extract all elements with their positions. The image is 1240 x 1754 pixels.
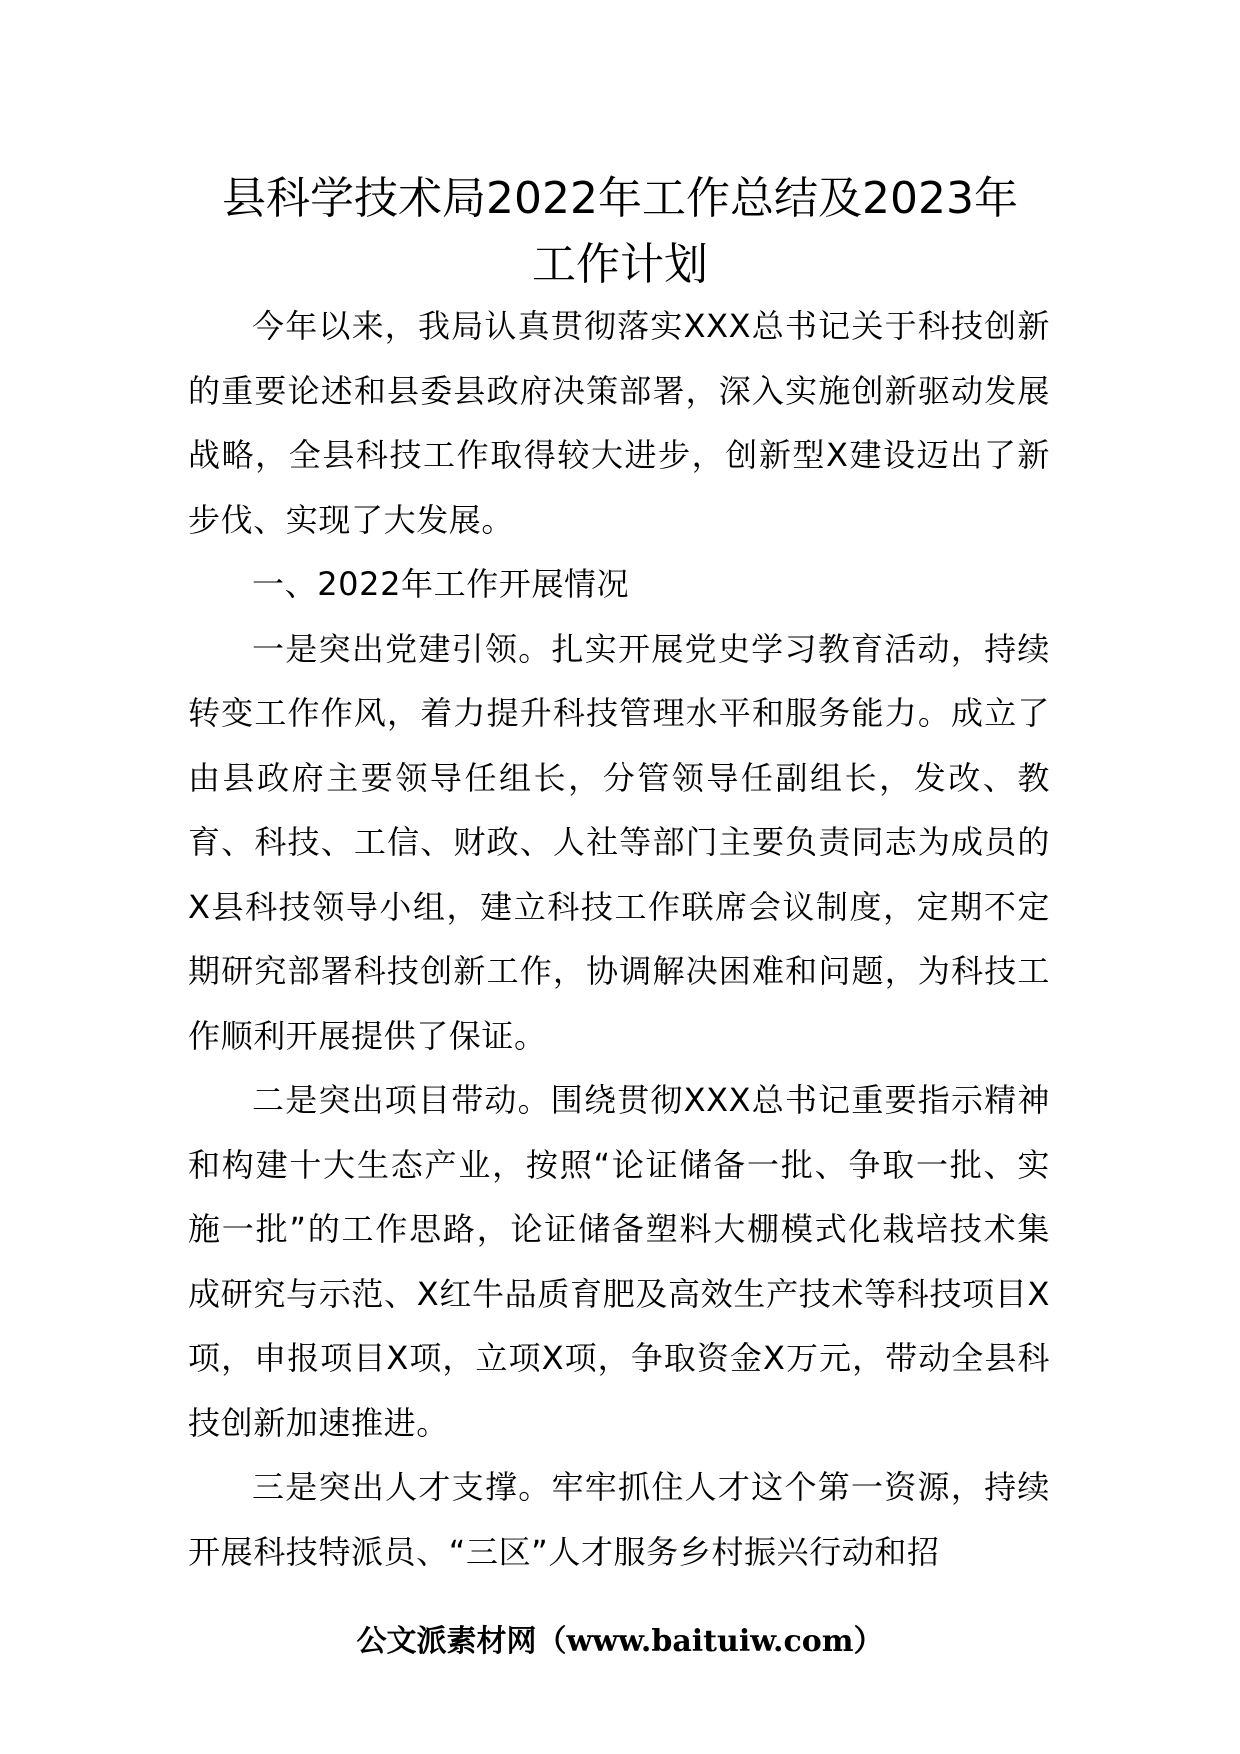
document-title-line-1: 县科学技术局2022年工作总结及2023年 — [222, 173, 1018, 224]
body-paragraph-projects: 二是突出项目带动。围绕贯彻XXX总书记重要指示精神和构建十大生态产业，按照“论证储备一批、争取一批、实施一批”的工作思路，论证储备塑料大棚模式化栽培技术集成研究与示范、X红牛品质育肥及高效生产技术等科技项目X项，申报项目X项，立项X项，争取资金X万元，带动全县科技创新加速推进。 — [188, 1081, 1050, 1442]
document-title-line-2: 工作计划 — [532, 239, 708, 290]
section-heading: 一、2022年工作开展情况 — [252, 565, 630, 603]
body-paragraph-party-building: 一是突出党建引领。扎实开展党史学习教育活动，持续转变工作作风，着力提升科技管理水平和服务能力。成立了由县政府主要领导任组长，分管领导任副组长，发改、教育、科技、工信、财政、人社等部门主要负责同志为成员的X县科技领导小组，建立科技工作联席会议制度，定期不定期研究部署科技创新工作，协调解决困难和问题，为科技工作顺利开展提供了保证。 — [188, 629, 1050, 1055]
body-paragraph-talent: 三是突出人才支撑。牢牢抓住人才这个第一资源，持续开展科技特派员、“三区”人才服务乡村振兴行动和招 — [188, 1468, 1050, 1571]
intro-paragraph: 今年以来，我局认真贯彻落实XXX总书记关于科技创新的重要论述和县委县政府决策部署，深入实施创新驱动发展战略，全县科技工作取得较大进步，创新型X建设迈出了新步伐、实现了大发展。 — [188, 307, 1050, 539]
footer-watermark: 公文派素材网（www.baituiw.com） — [356, 1624, 884, 1659]
document-body — [188, 294, 1050, 1584]
